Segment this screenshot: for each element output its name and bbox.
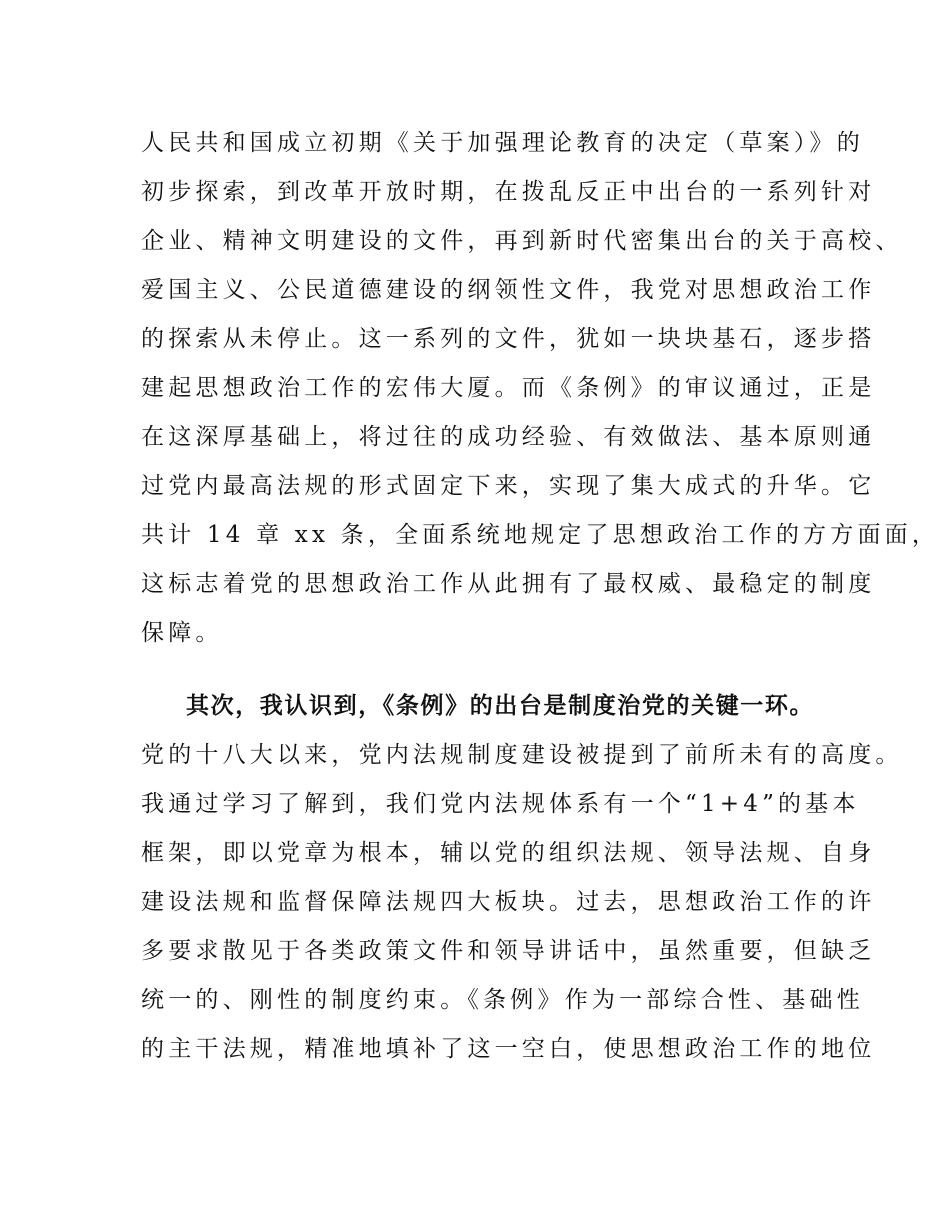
text-line: 的探索从未停止。这一系列的文件，犹如一块块基石，逐步搭: [141, 326, 876, 352]
text-line: 的主干法规，精准地填补了这一空白，使思想政治工作的地位: [141, 1036, 876, 1062]
text-line: 建起思想政治工作的宏伟大厦。而《条例》的审议通过，正是: [141, 375, 876, 401]
text-line: 初步探索，到改革开放时期，在拨乱反正中出台的一系列针对: [141, 179, 876, 205]
text-line: 多要求散见于各类政策文件和领导讲话中，虽然重要，但缺乏: [141, 938, 876, 964]
text-line: 在这深厚基础上，将过往的成功经验、有效做法、基本原则通: [141, 424, 876, 450]
text-line: 这标志着党的思想政治工作从此拥有了最权威、最稳定的制度: [141, 571, 876, 597]
text-line: 企业、精神文明建设的文件，再到新时代密集出台的关于高校、: [141, 228, 903, 254]
text-line: 共计 14 章 xx 条，全面系统地规定了思想政治工作的方方面面，: [141, 522, 940, 548]
text-line: 保障。: [141, 620, 223, 646]
section-heading: 其次，我认识到，《条例》的出台是制度治党的关键一环。: [186, 693, 815, 719]
text-line: 党的十八大以来，党内法规制度建设被提到了前所未有的高度。: [141, 742, 903, 768]
text-line: 过党内最高法规的形式固定下来，实现了集大成式的升华。它: [141, 473, 876, 499]
text-line: 框架，即以党章为根本，辅以党的组织法规、领导法规、自身: [141, 840, 876, 866]
text-line: 我通过学习了解到，我们党内法规体系有一个“1+4”的基本: [141, 791, 860, 817]
text-line: 建设法规和监督保障法规四大板块。过去，思想政治工作的许: [141, 889, 876, 915]
text-line: 人民共和国成立初期《关于加强理论教育的决定（草案）》的: [141, 130, 864, 156]
text-line: 爱国主义、公民道德建设的纲领性文件，我党对思想政治工作: [141, 277, 876, 303]
text-line: 统一的、刚性的制度约束。《条例》作为一部综合性、基础性: [141, 987, 864, 1013]
